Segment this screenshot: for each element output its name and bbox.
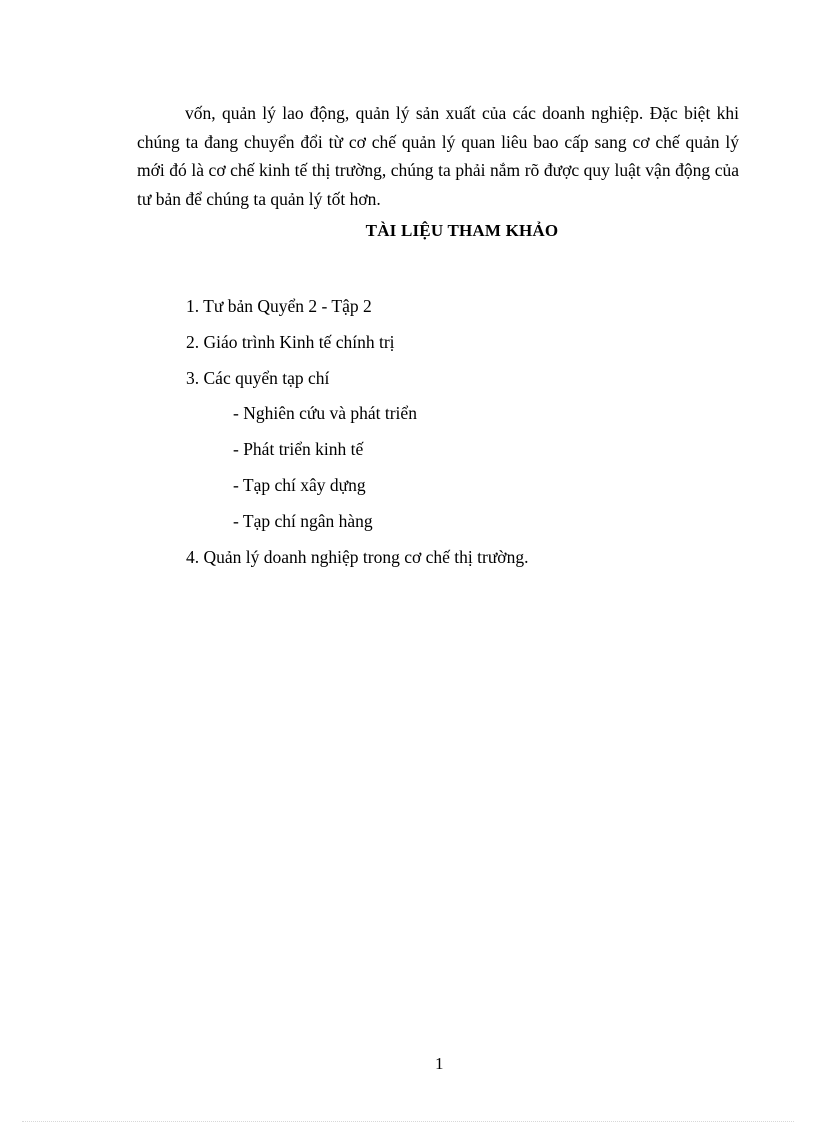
reference-subitem-research: - Nghiên cứu và phát triển: [233, 403, 417, 423]
reference-subitem-banking-journal: - Tạp chí ngân hàng: [233, 511, 373, 531]
reference-subitem-construction-journal: - Tạp chí xây dựng: [233, 475, 366, 495]
page-bottom-divider: [22, 1121, 794, 1122]
page-number-text: 1: [435, 1054, 444, 1073]
body-paragraph: vốn, quản lý lao động, quản lý sản xuất của các doanh nghiệp. Đặc biệt khi chúng ta đang chuyển đổi từ cơ chế quản lý quan liêu bao cấp sang cơ chế quản lý mới đó là cơ chế kinh tế thị trường, chúng ta phải nắm rõ được quy luật vận động của tư bản để chúng ta quản lý tốt hơn.: [137, 103, 739, 209]
reference-item-1: 1. Tư bản Quyển 2 - Tập 2: [186, 296, 372, 316]
reference-subitem-economic-development: - Phát triển kinh tế: [233, 439, 364, 459]
reference-item-2: 2. Giáo trình Kinh tế chính trị: [186, 332, 395, 352]
reference-item-4: 4. Quản lý doanh nghiệp trong cơ chế thị trường.: [186, 547, 529, 567]
reference-item-3: 3. Các quyển tạp chí: [186, 368, 330, 388]
references-heading: TÀI LIỆU THAM KHẢO: [365, 221, 559, 240]
